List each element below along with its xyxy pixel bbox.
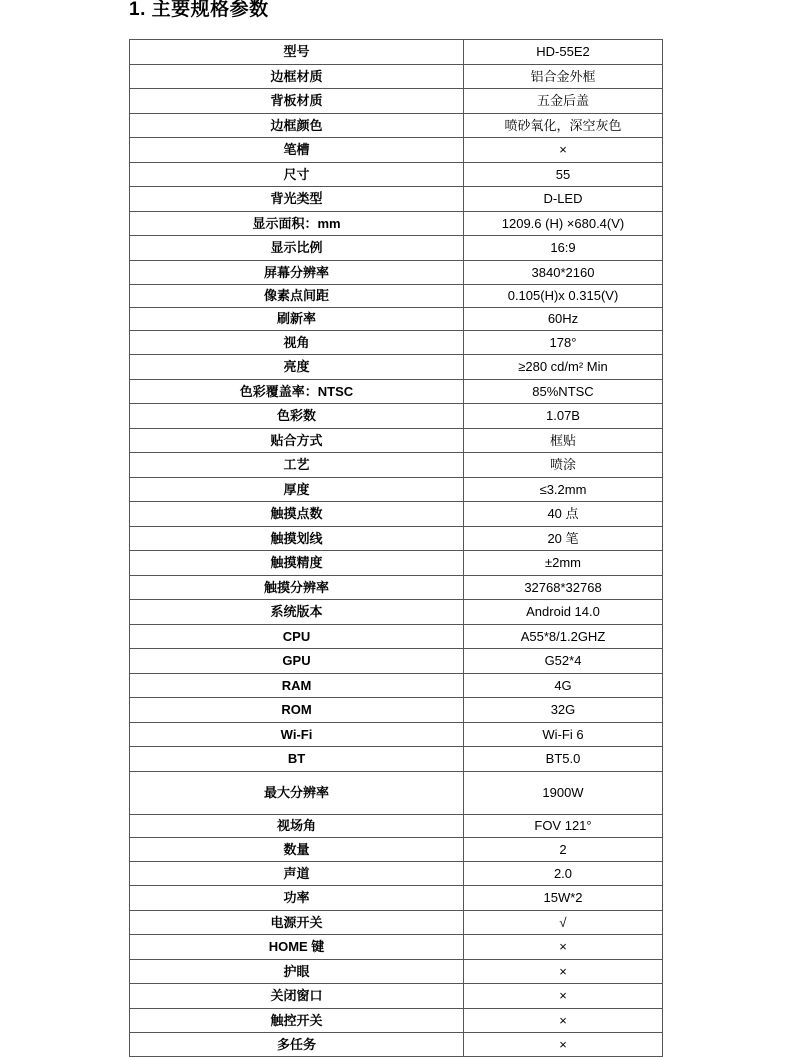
spec-label: 笔槽	[130, 138, 464, 163]
spec-value: Wi-Fi 6	[464, 723, 663, 747]
table-row	[130, 935, 663, 960]
spec-value: 喷涂	[464, 453, 663, 478]
spec-label: 最大分辨率	[130, 772, 464, 815]
spec-value: 32768*32768	[464, 576, 663, 600]
spec-value: FOV 121°	[464, 815, 663, 838]
spec-label: 亮度	[130, 355, 464, 380]
spec-label: 边框材质	[130, 65, 464, 89]
table-row	[130, 429, 663, 453]
table-row	[130, 886, 663, 911]
spec-label: 贴合方式	[130, 429, 464, 453]
spec-value: 2	[464, 838, 663, 862]
spec-value: Android 14.0	[464, 600, 663, 625]
spec-value: 0.105(H)x 0.315(V)	[464, 285, 663, 308]
spec-value: 32G	[464, 698, 663, 723]
spec-label: CPU	[130, 625, 464, 649]
table-row	[130, 285, 663, 308]
spec-value: HD-55E2	[464, 40, 663, 65]
spec-value: D-LED	[464, 187, 663, 212]
spec-label: GPU	[130, 649, 464, 674]
table-row	[130, 236, 663, 261]
spec-value: ×	[464, 1009, 663, 1033]
spec-value: 16:9	[464, 236, 663, 261]
spec-label: RAM	[130, 674, 464, 698]
table-row	[130, 984, 663, 1009]
spec-value: 框贴	[464, 429, 663, 453]
spec-value: ≥280 cd/m² Min	[464, 355, 663, 380]
table-row	[130, 163, 663, 187]
spec-value: 40 点	[464, 502, 663, 527]
table-row	[130, 138, 663, 163]
spec-value: 2.0	[464, 862, 663, 886]
table-row	[130, 187, 663, 212]
spec-label: 多任务	[130, 1033, 464, 1057]
spec-label: 声道	[130, 862, 464, 886]
table-row	[130, 815, 663, 838]
table-row	[130, 404, 663, 429]
section-title: 1. 主要规格参数	[129, 0, 269, 20]
spec-value: ×	[464, 960, 663, 984]
spec-label: 边框颜色	[130, 114, 464, 138]
table-row	[130, 772, 663, 815]
spec-value: ×	[464, 138, 663, 163]
spec-label: 厚度	[130, 478, 464, 502]
table-row	[130, 40, 663, 65]
table-row	[130, 308, 663, 331]
spec-label: HOME 键	[130, 935, 464, 960]
spec-label: 关闭窗口	[130, 984, 464, 1009]
spec-label: 色彩数	[130, 404, 464, 429]
spec-label: 背光类型	[130, 187, 464, 212]
table-row	[130, 380, 663, 404]
table-row	[130, 1009, 663, 1033]
spec-value: 铝合金外框	[464, 65, 663, 89]
spec-value: ×	[464, 984, 663, 1009]
spec-label: 电源开关	[130, 911, 464, 935]
table-row	[130, 331, 663, 355]
table-row	[130, 649, 663, 674]
spec-label: 触摸精度	[130, 551, 464, 576]
spec-label: 触控开关	[130, 1009, 464, 1033]
spec-value: ≤3.2mm	[464, 478, 663, 502]
spec-label: ROM	[130, 698, 464, 723]
table-row	[130, 1033, 663, 1057]
spec-label: 视角	[130, 331, 464, 355]
spec-value: G52*4	[464, 649, 663, 674]
spec-table	[129, 39, 663, 1057]
table-row	[130, 674, 663, 698]
spec-label: 背板材质	[130, 89, 464, 114]
spec-value: 55	[464, 163, 663, 187]
table-row	[130, 502, 663, 527]
spec-value: 喷砂氧化，深空灰色	[464, 114, 663, 138]
spec-value: 15W*2	[464, 886, 663, 911]
table-row	[130, 527, 663, 551]
table-row	[130, 576, 663, 600]
spec-value: 1209.6 (H) ×680.4(V)	[464, 212, 663, 236]
table-row	[130, 911, 663, 935]
spec-value: 178°	[464, 331, 663, 355]
spec-value: ×	[464, 935, 663, 960]
spec-label: 型号	[130, 40, 464, 65]
spec-value: √	[464, 911, 663, 935]
spec-label: 工艺	[130, 453, 464, 478]
spec-label: 屏幕分辨率	[130, 261, 464, 285]
spec-value: ×	[464, 1033, 663, 1057]
table-row	[130, 698, 663, 723]
table-row	[130, 65, 663, 89]
table-row	[130, 212, 663, 236]
table-row	[130, 478, 663, 502]
spec-label: 视场角	[130, 815, 464, 838]
table-row	[130, 114, 663, 138]
table-row	[130, 551, 663, 576]
spec-label: 功率	[130, 886, 464, 911]
spec-label: 显示比例	[130, 236, 464, 261]
spec-label: 显示面积：mm	[130, 212, 464, 236]
spec-label: 护眼	[130, 960, 464, 984]
table-row	[130, 723, 663, 747]
spec-value: ±2mm	[464, 551, 663, 576]
spec-value: 3840*2160	[464, 261, 663, 285]
spec-label: Wi-Fi	[130, 723, 464, 747]
spec-label: 色彩覆盖率：NTSC	[130, 380, 464, 404]
spec-value: 4G	[464, 674, 663, 698]
spec-label: BT	[130, 747, 464, 772]
spec-value: 五金后盖	[464, 89, 663, 114]
table-row	[130, 453, 663, 478]
spec-label: 触摸划线	[130, 527, 464, 551]
table-row	[130, 600, 663, 625]
table-row	[130, 261, 663, 285]
spec-label: 像素点间距	[130, 285, 464, 308]
spec-value: 1900W	[464, 772, 663, 815]
spec-value: 85%NTSC	[464, 380, 663, 404]
table-row	[130, 960, 663, 984]
spec-label: 系统版本	[130, 600, 464, 625]
spec-label: 刷新率	[130, 308, 464, 331]
table-row	[130, 625, 663, 649]
spec-value: A55*8/1.2GHZ	[464, 625, 663, 649]
spec-value: 60Hz	[464, 308, 663, 331]
spec-label: 尺寸	[130, 163, 464, 187]
spec-value: 1.07B	[464, 404, 663, 429]
table-row	[130, 355, 663, 380]
table-row	[130, 838, 663, 862]
spec-value: 20 笔	[464, 527, 663, 551]
spec-label: 数量	[130, 838, 464, 862]
table-row	[130, 89, 663, 114]
spec-label: 触摸点数	[130, 502, 464, 527]
spec-value: BT5.0	[464, 747, 663, 772]
table-row	[130, 747, 663, 772]
spec-label: 触摸分辨率	[130, 576, 464, 600]
table-row	[130, 862, 663, 886]
